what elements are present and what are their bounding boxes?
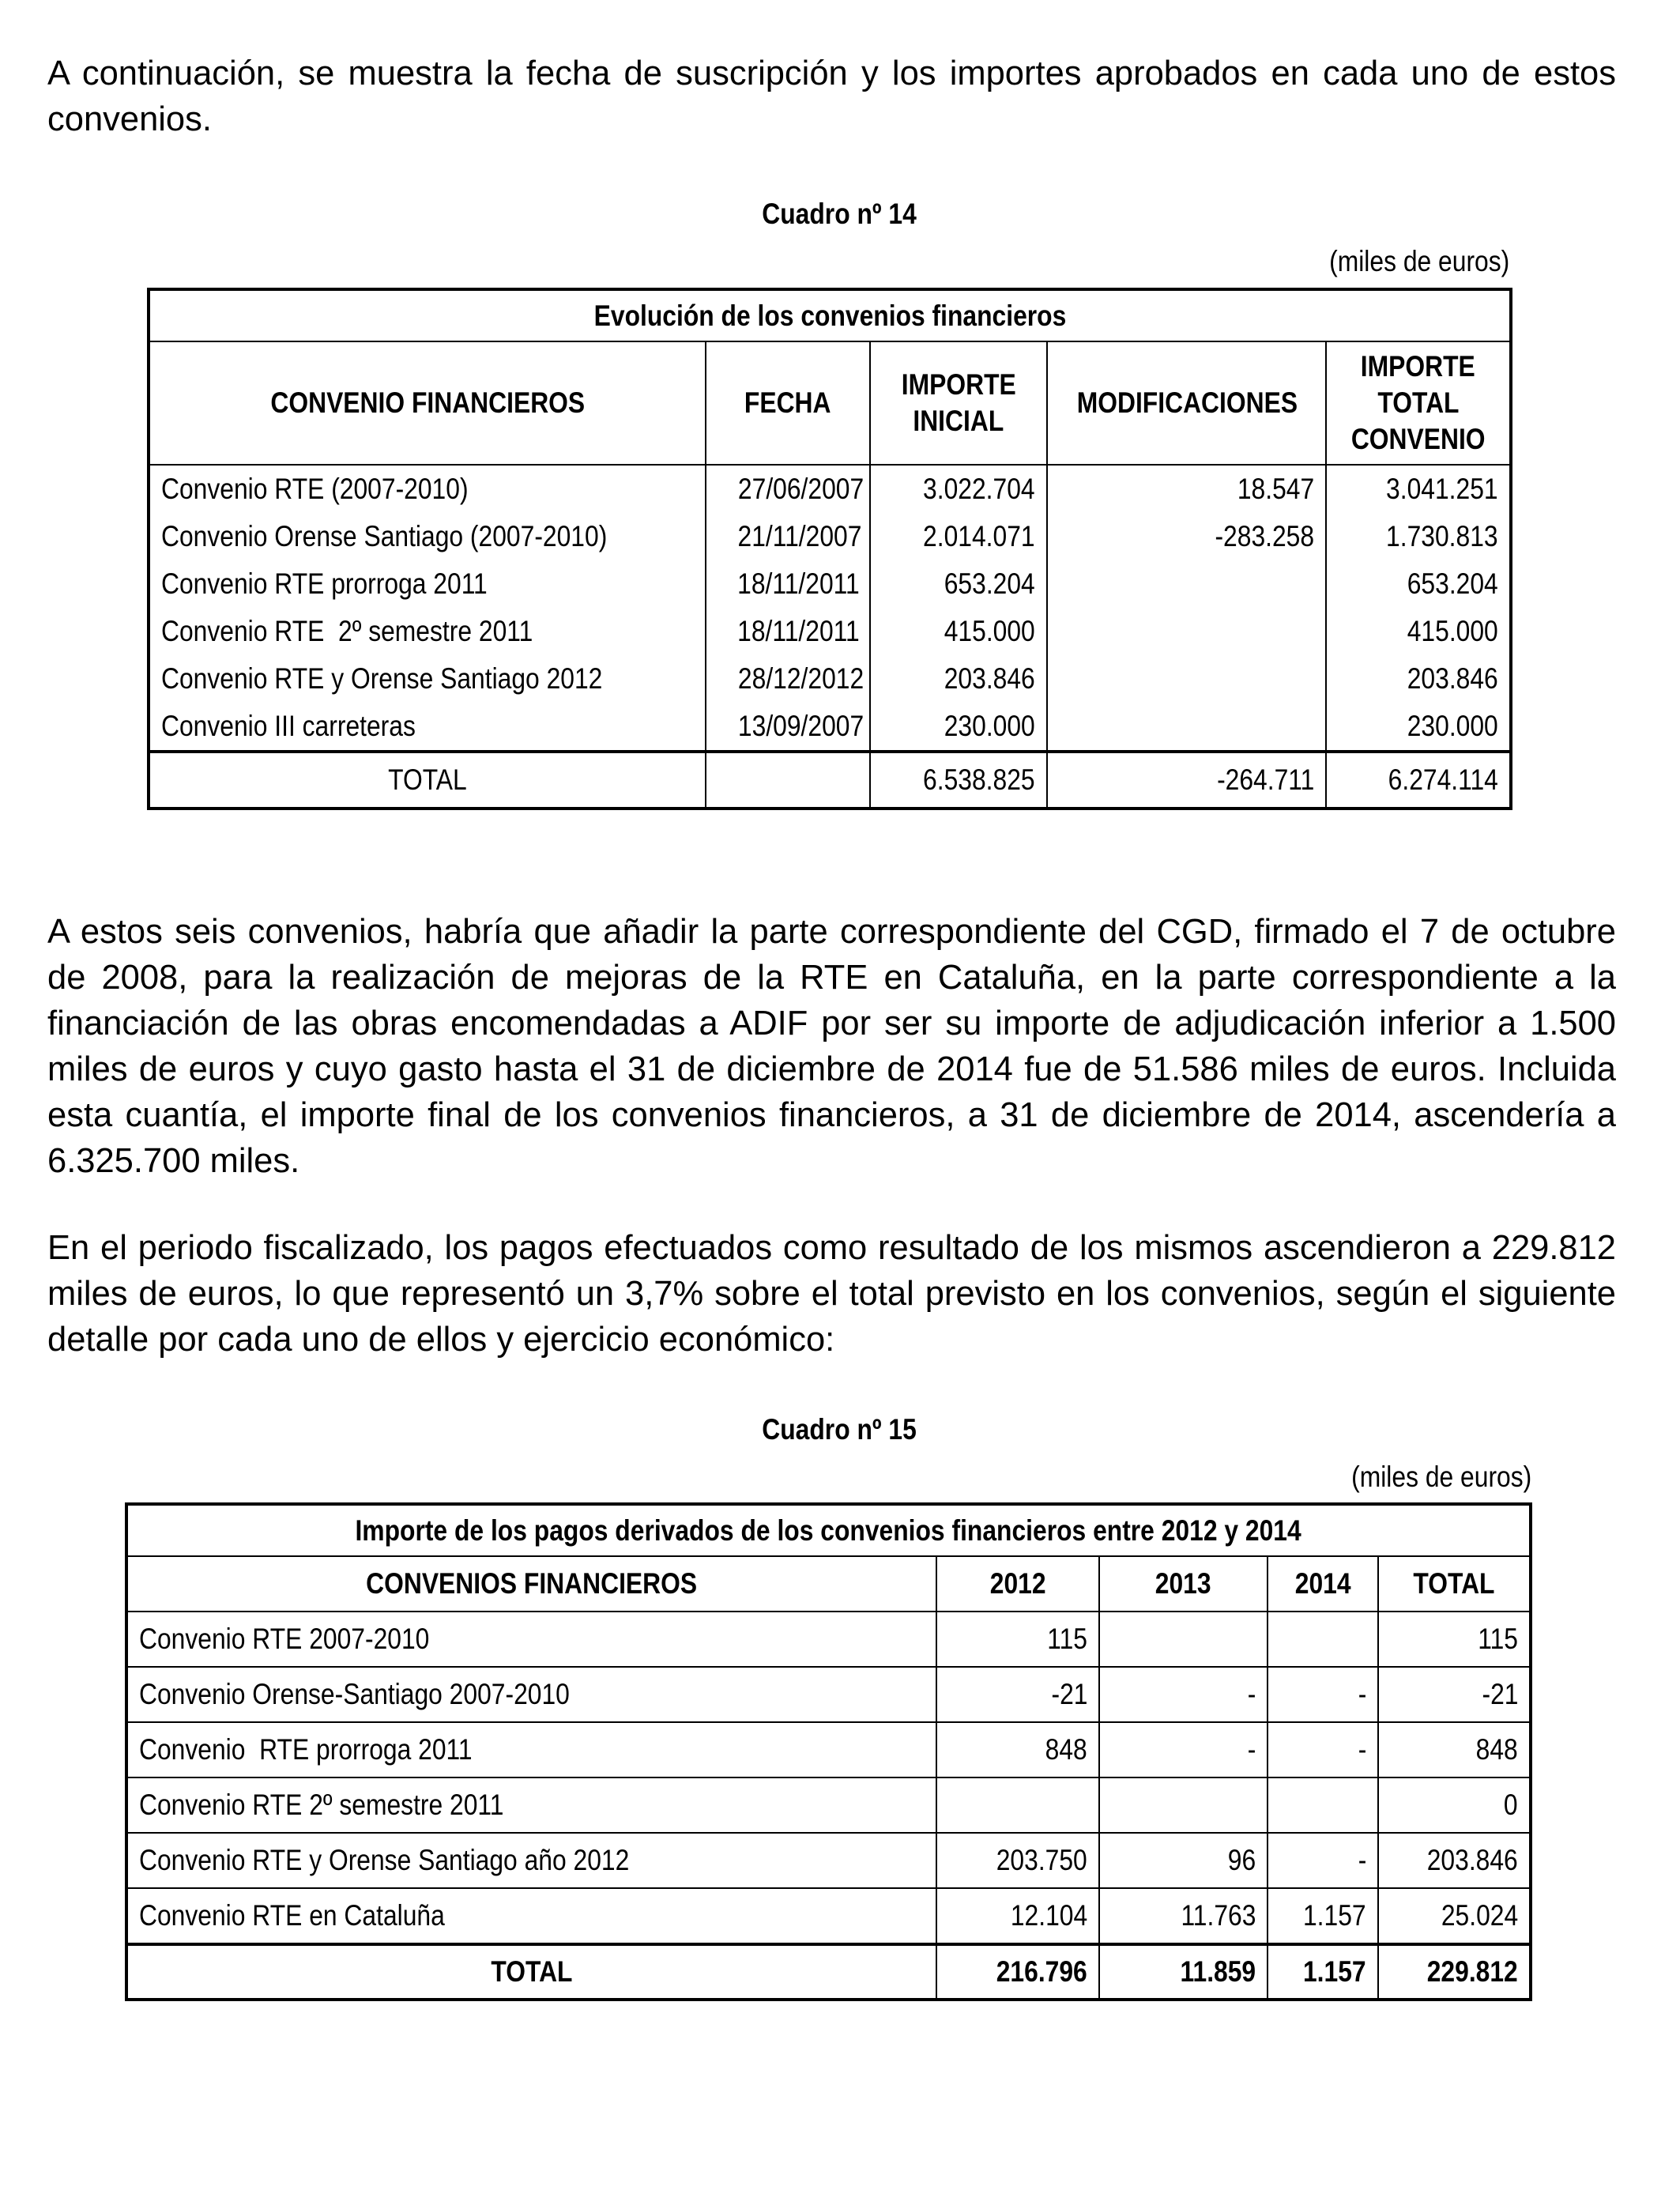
total-importe-total: 6.274.114 — [1388, 763, 1498, 796]
header-2014: 2014 — [1268, 1556, 1378, 1612]
cell-2014: - — [1358, 1844, 1366, 1876]
cell-2014: - — [1358, 1733, 1366, 1766]
table14-title-row — [149, 289, 1511, 341]
cell-importe-total: 230.000 — [1407, 710, 1498, 742]
cell-convenio: Convenio RTE en Cataluña — [139, 1899, 445, 1932]
table-row — [149, 703, 1511, 752]
table14-header-row — [149, 341, 1511, 465]
total-2012: 216.796 — [996, 1955, 1087, 1988]
table14-total-row — [149, 752, 1511, 809]
cell-fecha: 18/11/2011 — [737, 615, 860, 647]
total-label: TOTAL — [388, 763, 467, 796]
cell-importe-inicial: 653.204 — [944, 567, 1035, 600]
cell-modificaciones: -283.258 — [1215, 520, 1314, 552]
table15-title-row — [126, 1504, 1531, 1556]
total-modificaciones: -264.711 — [1216, 763, 1314, 796]
cell-total: 203.846 — [1427, 1844, 1519, 1876]
cell-2012: 12.104 — [1010, 1899, 1087, 1932]
table15-header-row — [126, 1556, 1531, 1612]
table-cuadro-14 — [147, 288, 1512, 810]
table-cuadro-15 — [125, 1502, 1532, 2001]
cell-2014: 1.157 — [1303, 1899, 1366, 1932]
cell-convenio: Convenio RTE 2º semestre 2011 — [139, 1789, 504, 1821]
paragraph-cgd: A estos seis convenios, habría que añadir la parte correspondiente del CGD, firmado el 7 de octubre de 2008, para la realización de mejoras de la RTE en Cataluña, en la parte correspondiente a la financiación de las obras encomendadas a ADIF por ser su importe de adjudicación inferior a 1.500 miles de euros y cuyo gasto hasta el 31 de diciembre de 2014 fue de 51.586 miles de euros. Incluida esta cuantía, el importe final de los convenios financieros, a 31 de diciembre de 2014, ascendería a 6.325.700 miles. — [47, 913, 1616, 1180]
cell-convenio: Convenio RTE (2007-2010) — [161, 473, 469, 505]
cell-importe-inicial: 415.000 — [944, 615, 1035, 647]
cell-importe-total: 3.041.251 — [1386, 473, 1498, 505]
cell-total: 848 — [1475, 1733, 1519, 1766]
total-2014: 1.157 — [1303, 1955, 1366, 1988]
header-importe-inicial: IMPORTE INICIAL — [870, 341, 1047, 465]
intro-paragraph: A continuación, se muestra la fecha de suscripción y los importes aprobados en cada uno de estos convenios. — [47, 55, 1616, 138]
header-fecha: FECHA — [706, 341, 870, 465]
cell-fecha: 27/06/2007 — [737, 473, 864, 505]
table-row — [149, 560, 1511, 608]
table-row — [149, 655, 1511, 703]
cell-importe-total: 1.730.813 — [1386, 520, 1498, 552]
header-convenio: CONVENIO FINANCIEROS — [149, 341, 706, 465]
cell-total: 0 — [1504, 1789, 1519, 1821]
cell-fecha: 18/11/2011 — [737, 567, 860, 600]
header-modificaciones: MODIFICACIONES — [1047, 341, 1326, 465]
table-row — [149, 608, 1511, 655]
paragraph-pagos: En el periodo fiscalizado, los pagos efectuados como resultado de los mismos ascendieron a 229.812 miles de euros, lo que representó un 3,7% sobre el total previsto en los convenios, según el siguiente detalle por cada uno de ellos y ejercicio económico: — [47, 1229, 1616, 1359]
cell-2012: 848 — [1045, 1733, 1087, 1766]
cell-convenio: Convenio RTE y Orense Santiago 2012 — [161, 662, 603, 695]
cell-2013: - — [1247, 1733, 1256, 1766]
table15-total-row — [126, 1944, 1531, 2000]
cell-importe-total: 415.000 — [1407, 615, 1498, 647]
header-2013: 2013 — [1099, 1556, 1268, 1612]
cell-modificaciones: 18.547 — [1237, 473, 1314, 505]
cell-convenio: Convenio III carreteras — [161, 710, 416, 742]
total-importe-inicial: 6.538.825 — [923, 763, 1035, 796]
cell-fecha: 28/12/2012 — [737, 662, 864, 695]
cell-importe-inicial: 230.000 — [944, 710, 1035, 742]
header-2012: 2012 — [936, 1556, 1099, 1612]
table-row — [126, 1833, 1531, 1888]
cell-2014: - — [1358, 1678, 1366, 1710]
cell-convenio: Convenio Orense Santiago (2007-2010) — [161, 520, 608, 552]
total-total: 229.812 — [1427, 1955, 1519, 1988]
cell-total: -21 — [1482, 1678, 1519, 1710]
table14-units: (miles de euros) — [1328, 245, 1509, 277]
cell-importe-inicial: 3.022.704 — [923, 473, 1035, 505]
table15-units: (miles de euros) — [1350, 1461, 1531, 1493]
table-row — [149, 465, 1511, 513]
cell-2013: 96 — [1227, 1844, 1256, 1876]
header-importe-total: IMPORTE TOTAL CONVENIO — [1326, 341, 1511, 465]
cell-importe-inicial: 2.014.071 — [923, 520, 1035, 552]
table-row — [126, 1777, 1531, 1833]
cell-convenio: Convenio RTE prorroga 2011 — [139, 1733, 473, 1766]
cell-total: 25.024 — [1441, 1899, 1519, 1932]
table-row — [149, 513, 1511, 560]
cell-total: 115 — [1478, 1623, 1519, 1655]
header-total: TOTAL — [1378, 1556, 1531, 1612]
table-row — [126, 1667, 1531, 1722]
cell-2012: 115 — [1047, 1623, 1087, 1655]
table14-title: Evolución de los convenios financieros — [149, 289, 1511, 341]
cell-2012: 203.750 — [996, 1844, 1087, 1876]
cell-fecha: 13/09/2007 — [737, 710, 864, 742]
cell-2013: - — [1247, 1678, 1256, 1710]
total-2013: 11.859 — [1180, 1955, 1256, 1988]
total-label: TOTAL — [491, 1955, 573, 1988]
cell-convenio: Convenio RTE prorroga 2011 — [161, 567, 488, 600]
cell-importe-total: 203.846 — [1407, 662, 1498, 695]
cell-2013: 11.763 — [1181, 1899, 1256, 1932]
table15-caption: Cuadro nº 15 — [762, 1413, 917, 1446]
cell-importe-inicial: 203.846 — [944, 662, 1035, 695]
cell-convenio: Convenio RTE y Orense Santiago año 2012 — [139, 1844, 630, 1876]
cell-2012: -21 — [1051, 1678, 1087, 1710]
table15-title: Importe de los pagos derivados de los convenios financieros entre 2012 y 2014 — [126, 1504, 1531, 1556]
table14-caption: Cuadro nº 14 — [762, 198, 917, 230]
cell-convenio: Convenio RTE 2007-2010 — [139, 1623, 430, 1655]
table-row — [126, 1888, 1531, 1944]
cell-fecha: 21/11/2007 — [737, 520, 862, 552]
cell-convenio: Convenio Orense-Santiago 2007-2010 — [139, 1678, 570, 1710]
cell-convenio: Convenio RTE 2º semestre 2011 — [161, 615, 533, 647]
cell-importe-total: 653.204 — [1407, 567, 1498, 600]
table-row — [126, 1722, 1531, 1777]
table-row — [126, 1612, 1531, 1667]
header-convenios: CONVENIOS FINANCIEROS — [126, 1556, 936, 1612]
